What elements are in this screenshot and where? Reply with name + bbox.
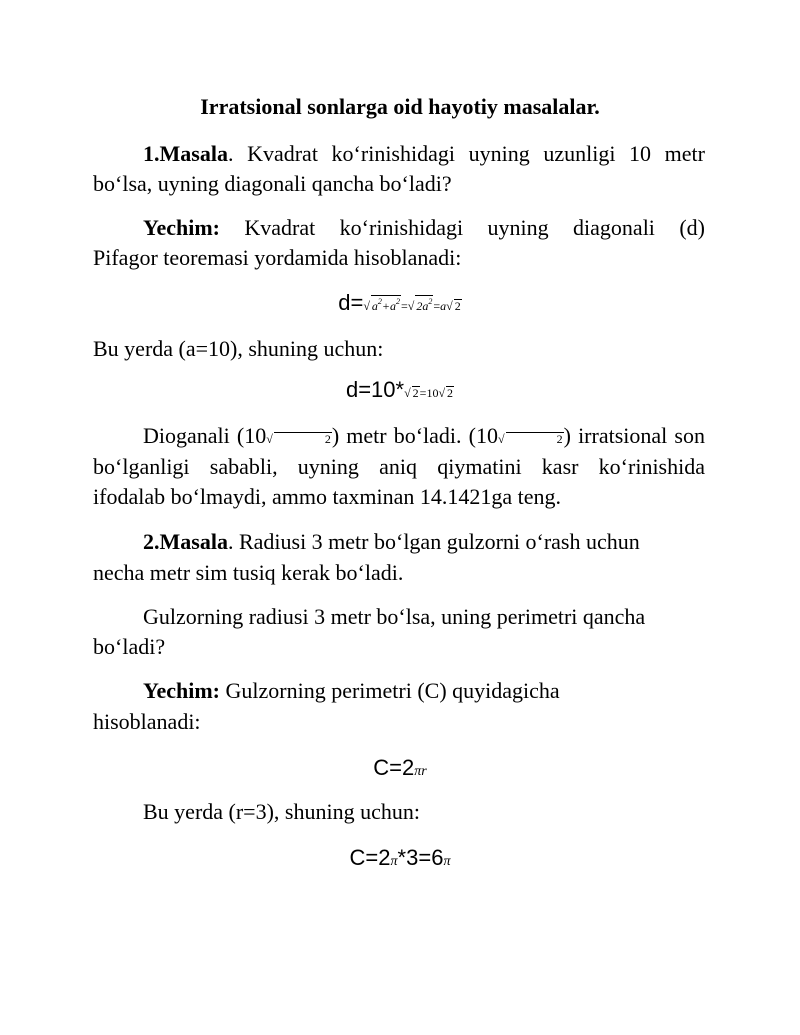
paragraph-a-equals-10: Bu yerda (a=10), shuning uchun: xyxy=(93,336,384,361)
problem-2-line-1 xyxy=(143,527,640,557)
solution-1-line-1 xyxy=(93,213,705,243)
problem-2-label: 2.Masala xyxy=(143,529,228,554)
formula-diagonal xyxy=(0,288,800,321)
pi-symbol: π xyxy=(390,854,398,869)
formula-perimeter xyxy=(0,753,800,787)
formula-d-lhs: d=10* xyxy=(345,377,405,402)
radicand-2: 2 xyxy=(506,432,564,445)
problem-1-label: 1.Masala xyxy=(143,141,228,166)
sqrt-icon: √ xyxy=(498,432,505,446)
formula-d-value xyxy=(0,375,800,408)
solution-2-line-1 xyxy=(143,676,560,706)
solution-1-label: Yechim: xyxy=(143,215,220,240)
solution-2-label: Yechim: xyxy=(143,678,220,703)
pi-r-symbol: πr xyxy=(414,764,427,779)
radicand-a2-plus-a2: $a^2+a^2$ xyxy=(371,297,401,313)
problem-2-text-b: necha metr sim tusiq kerak bo‘ladi. xyxy=(93,560,404,585)
radicand-2: 2 xyxy=(412,386,419,400)
radicand-2: 2 xyxy=(274,432,332,445)
formula-perimeter-lhs: C=2 xyxy=(373,755,415,780)
sqrt-icon: √ xyxy=(363,299,370,313)
solution-2-text-a: Gulzorning perimetri (C) quyidagicha xyxy=(219,678,560,703)
radius-question-line-1: Gulzorning radiusi 3 metr bo‘lsa, uning perimetri qancha xyxy=(143,604,646,629)
diagonal-explanation-line-3: ifodalab bo‘lmaydi, ammo taxminan 14.1421ga teng. xyxy=(93,484,562,509)
solution-1-text-b: Pifagor teoremasi yordamida hisoblanadi: xyxy=(93,245,462,270)
diagonal-explanation-line-1 xyxy=(93,421,705,454)
equals-sign: = xyxy=(401,299,408,313)
sqrt-icon: √ xyxy=(404,386,411,400)
page-title: Irratsional sonlarga oid hayotiy masalalar. xyxy=(200,94,600,119)
diagonal-explanation-line-2: bo‘lganligi sababli, uyning aniq qiymatini kasr ko‘rinishida xyxy=(93,454,705,479)
diag-text-1: Dioganali (10 xyxy=(143,423,267,448)
formula-diagonal-lhs: d= xyxy=(338,290,364,315)
sqrt-icon: √ xyxy=(438,386,446,400)
formula-c-lhs: C=2 xyxy=(349,845,391,870)
diag-text-2: ) metr bo‘ladi. (10 xyxy=(331,423,499,448)
formula-c-mid: *3=6 xyxy=(397,845,444,870)
solution-2-text-b: hisoblanadi: xyxy=(93,709,201,734)
sqrt-icon: √ xyxy=(407,299,415,313)
coef-a: a xyxy=(440,299,447,313)
radicand-2: 2 xyxy=(447,386,454,400)
radicand-2a2: $2a^2$ xyxy=(416,297,433,313)
formula-perimeter-value xyxy=(0,843,800,877)
sqrt-icon: √ xyxy=(266,432,273,446)
radicand-2: 2 xyxy=(454,299,461,313)
problem-1-text-b: bo‘lsa, uyning diagonali qancha bo‘ladi? xyxy=(93,171,452,196)
solution-1-text-a: Kvadrat ko‘rinishidagi uyning diagonali (d) xyxy=(219,215,705,240)
diag-text-3: ) irratsional son xyxy=(563,423,705,448)
problem-2-text-a: . Radiusi 3 metr bo‘lgan gulzorni o‘rash uchun xyxy=(227,529,640,554)
radius-question-line-2: bo‘ladi? xyxy=(93,634,166,659)
pi-symbol: π xyxy=(443,854,451,869)
paragraph-r-equals-3: Bu yerda (r=3), shuning uchun: xyxy=(143,799,420,824)
problem-1-text-a: . Kvadrat ko‘rinishidagi uyning uzunligi 10 metr xyxy=(227,141,705,166)
equals-sign: = xyxy=(433,299,441,313)
problem-1-line-1 xyxy=(93,139,705,169)
sqrt-icon: √ xyxy=(446,299,453,313)
formula-d-mid: =10 xyxy=(419,386,439,400)
